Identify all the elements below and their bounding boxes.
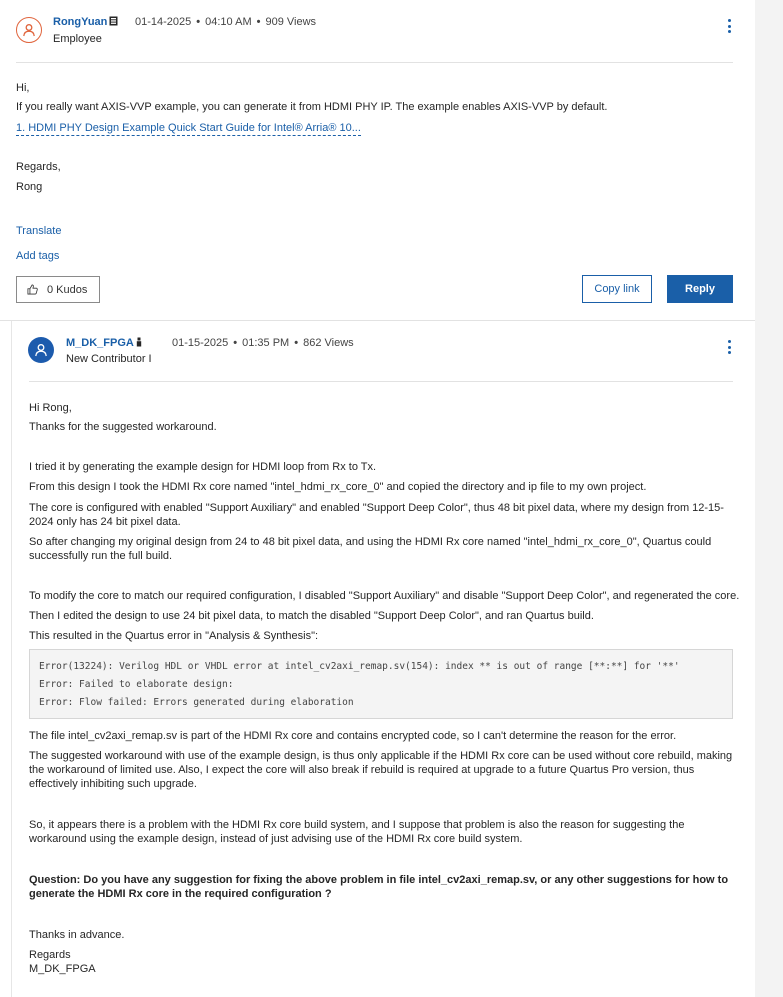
copy-link-button[interactable]: Copy link xyxy=(582,275,652,303)
body-paragraph: So after changing my original design from 24 to 48 bit pixel data, and using the HDMI Rx core named "intel_hdmi_rx_core_0", Quartus could successfully run the full build. xyxy=(29,536,712,562)
body-greeting: Hi, xyxy=(16,82,30,94)
user-icon xyxy=(33,342,49,358)
kudos-count: 0 Kudos xyxy=(47,283,88,296)
divider xyxy=(16,62,733,63)
user-icon xyxy=(21,22,37,38)
user-avatar[interactable] xyxy=(16,17,42,43)
question-paragraph: Question: Do you have any suggestion for fixing the above problem in file intel_cv2axi_remap.sv, or any other suggestions for how to generate the HDMI Rx core in the required configuration ? xyxy=(29,874,729,900)
body-paragraph: Then I edited the design to use 24 bit pixel data, to match the disabled "Support Deep Color", and ran Quartus build. xyxy=(29,610,594,622)
post-time: 01:35 PM xyxy=(242,337,290,349)
author-name[interactable]: M_DK_FPGA xyxy=(66,337,142,349)
body-paragraph: The suggested workaround with use of the example design, is thus only applicable if the HDMI Rx core can be used without core rebuild, making the workaround of limited use. Also, I expect the core will also break if rebuild is required at upgrade to a future Quartus Pro version, thus effectively inhibiting such upgrade. xyxy=(29,750,733,790)
reply-button[interactable]: Reply xyxy=(667,275,733,303)
add-tags-link[interactable]: Add tags xyxy=(16,250,60,262)
post-date: 01-15-2025 xyxy=(172,337,229,349)
user-avatar[interactable] xyxy=(28,337,54,363)
author-name[interactable]: RongYuan xyxy=(53,16,118,28)
body-paragraph: This resulted in the Quartus error in "Analysis & Synthesis": xyxy=(29,630,319,642)
body-paragraph: From this design I took the HDMI Rx core named "intel_hdmi_rx_core_0" and copied the directory and ip file to my own project. xyxy=(29,481,647,493)
employee-badge-icon xyxy=(109,16,118,26)
divider xyxy=(29,381,733,382)
body-paragraph: Thanks for the suggested workaround. xyxy=(29,421,217,433)
body-regards: Regards, xyxy=(16,161,61,173)
post-views: 909 Views xyxy=(265,16,317,28)
body-paragraph: To modify the core to match our required configuration, I disabled "Support Auxiliary" and disable "Support Deep Color", and regenerated the core. xyxy=(29,590,740,602)
post-time: 04:10 AM xyxy=(205,16,252,28)
body-paragraph: The file intel_cv2axi_remap.sv is part of the HDMI Rx core and contains encrypted code, so I can't determine the reason for the error. xyxy=(29,730,677,742)
body-paragraph: So, it appears there is a problem with the HDMI Rx core build system, and I suppose that problem is also the reason for suggesting the workaround using the example design, instead of just advising use of the HDMI Rx core build system. xyxy=(29,819,685,845)
code-line: Error(13224): Verilog HDL or VHDL error at intel_cv2axi_remap.sv(154): index ** is out of range [**:**] for '**' xyxy=(39,661,680,672)
author-rank: New Contributor I xyxy=(66,353,152,365)
post-options-menu-icon[interactable] xyxy=(725,17,733,35)
error-code-block xyxy=(29,649,733,719)
translate-link[interactable]: Translate xyxy=(16,225,62,237)
guide-link[interactable]: 1. HDMI PHY Design Example Quick Start Guide for Intel® Arria® 10... xyxy=(16,122,361,134)
kudos-button[interactable] xyxy=(16,276,100,303)
body-paragraph: Hi Rong, xyxy=(29,402,72,414)
thumbs-up-icon xyxy=(27,284,38,295)
body-paragraph: I tried it by generating the example design for HDMI loop from Rx to Tx. xyxy=(29,461,377,473)
body-paragraph: Thanks in advance. xyxy=(29,929,125,941)
author-rank: Employee xyxy=(53,33,102,45)
body-line: If you really want AXIS-VVP example, you can generate it from HDMI PHY IP. The example enables AXIS-VVP by default. xyxy=(16,101,608,113)
post-meta: 01-15-2025 • 01:35 PM • 862 Views xyxy=(172,337,354,349)
body-paragraph: The core is configured with enabled "Support Auxiliary" and enabled "Support Deep Color", thus 48 bit pixel data, where my design from 12-15-2024 only has 24 bit pixel data. xyxy=(29,502,724,528)
body-paragraph: Regards xyxy=(29,949,71,961)
body-signature: M_DK_FPGA xyxy=(29,963,96,975)
reply-post-rongyuan xyxy=(0,0,755,320)
post-date: 01-14-2025 xyxy=(135,16,192,28)
contributor-badge-icon xyxy=(136,337,142,347)
code-line: Error: Failed to elaborate design: xyxy=(39,679,234,690)
post-meta: 01-14-2025 • 04:10 AM • 909 Views xyxy=(135,16,317,28)
reply-post-m-dk-fpga xyxy=(12,321,755,997)
post-options-menu-icon[interactable] xyxy=(725,338,733,356)
code-line: Error: Flow failed: Errors generated during elaboration xyxy=(39,697,354,708)
body-signature: Rong xyxy=(16,181,43,193)
post-views: 862 Views xyxy=(303,337,354,349)
